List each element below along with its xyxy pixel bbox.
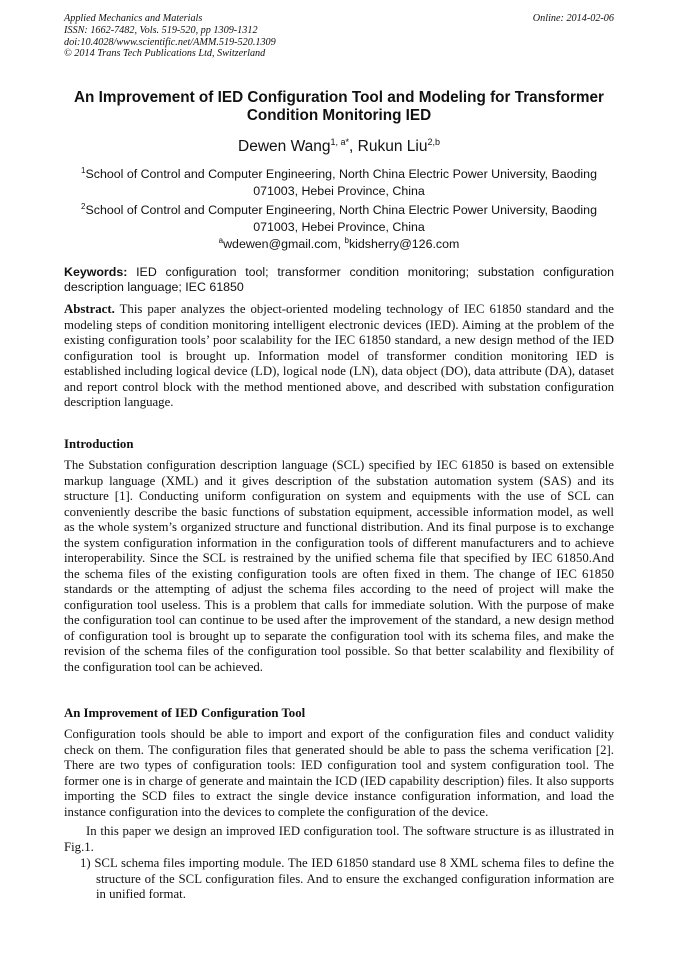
keywords-text: IED configuration tool; transformer condition monitoring; substation configuration description language; IEC 61850 bbox=[64, 265, 614, 294]
abstract-text: This paper analyzes the object-oriented modeling technology of IEC 61850 standard and the modeling steps of condition monitoring intelligent electronic devices (IED). Aiming at the problem of the existing configuration tools’ poor scalability for the IEC 61850 standard, a new design method of the IED configuration tool is brought up. Information model of transformer condition monitoring IED is established including logical device (LD), logical node (LN), data object (DO), data attribute (DA), dataset and report control block with the method mentioned above, and described with substation configuration description language. bbox=[64, 302, 614, 409]
doi-line: doi:10.4028/www.scientific.net/AMM.519-520.1309 bbox=[64, 36, 276, 48]
abstract bbox=[64, 302, 614, 411]
keywords-label: Keywords: bbox=[64, 265, 128, 279]
paper-title: An Improvement of IED Configuration Tool and Modeling for Transformer Condition Monitoring IED bbox=[73, 89, 604, 124]
online-date: Online: 2014-02-06 bbox=[532, 13, 614, 24]
email-address: kidsherry@126.com bbox=[348, 237, 460, 252]
email-address: wdewen@gmail.com bbox=[223, 237, 338, 252]
email-line: $^a$wdewen@gmail.com, $^b$kidsherry@126.com bbox=[218, 236, 460, 252]
author-name: Rukun Liu bbox=[357, 138, 428, 156]
list-item: 1) SCL schema files importing module. The IED 61850 standard use 8 XML schema files to define the structure of the SCL configuration files. And to ensure the exchanged configuration information are in unified format. bbox=[80, 856, 614, 901]
introduction-paragraph: The Substation configuration description language (SCL) specified by IEC 61850 is based on extensible markup language (XML) and it gives description of the substation automation system (SAS) and its structure [1]. Conducting uniform configuration on system and equipments with the use of SCL can conveniently describe the basic functions of substation equipment, accessible information model, as well as the whole system’s organized structure and functional distribution. And its final purpose is to exchange the system configuration information in the configuration tools of different manufacturers and to achieve interoperability. Since the SCL is restrained by the unified schema file that specified by IEC 61850.And the schema files of the existing configuration tools are often fixed in them. The change of IEC 61850 standards or the attempting of adjust the schema files according to the need of project will make the configuration tool useless. This is a problem that calls for immediate solution. With the purpose of make the configuration tool can continue to be used after the improvement of the standard, a new design method of configuration tool is brought up to separate the configuration tool with its schema files, and make the revision of the schema files of the configuration tool possible. So that better scalability and flexibility of the configuration tool can be achieved. bbox=[64, 458, 614, 674]
author-name: Dewen Wang bbox=[238, 138, 331, 156]
affiliation-text: School of Control and Computer Engineering, North China Electric Power University, Baoding 071003, Hebei Province, China bbox=[85, 203, 597, 234]
author-sup: 2,b bbox=[427, 137, 440, 147]
email-sup: a bbox=[218, 236, 224, 245]
journal-name: Applied Mechanics and Materials bbox=[64, 13, 203, 24]
affiliation-1 bbox=[64, 163, 614, 199]
section-heading-improvement: An Improvement of IED Configuration Tool bbox=[64, 706, 306, 720]
section2-paragraph-2: In this paper we design an improved IED configuration tool. The software structure is as illustrated in Fig.1. bbox=[64, 824, 614, 854]
affiliation-sup: 1 bbox=[81, 166, 86, 175]
keywords bbox=[64, 265, 614, 295]
journal-info bbox=[64, 13, 276, 60]
issn-line: ISSN: 1662-7482, Vols. 519-520, pp 1309-1312 bbox=[64, 24, 258, 36]
affiliation-2 bbox=[64, 199, 614, 235]
author-sup: 1, a* bbox=[330, 137, 350, 147]
email-sup: b bbox=[344, 236, 349, 245]
section2-paragraph-1: Configuration tools should be able to import and export of the configuration files and conduct validity check on them. The configuration files that generated should be able to pass the schema verification [2]. There are two types of configuration tools: IED configuration tool and system configuration tool. The former one is in charge of generate and maintain the ICD (IED capability description) files. It also supports importing the SCD files to extract the single device instance configuration information, and load the instance configuration into the devices to complete the configuration of the device. bbox=[64, 727, 614, 819]
author-list: Dewen Wang$^{1, a*}$, Rukun Liu$^{2,b}$ bbox=[238, 137, 440, 156]
abstract-label: Abstract. bbox=[64, 302, 115, 316]
section-heading-introduction: Introduction bbox=[64, 437, 134, 451]
affiliation-text: School of Control and Computer Engineering, North China Electric Power University, Baoding 071003, Hebei Province, China bbox=[85, 167, 597, 198]
copyright-line: © 2014 Trans Tech Publications Ltd, Switzerland bbox=[64, 48, 266, 60]
affiliation-sup: 2 bbox=[81, 202, 86, 211]
